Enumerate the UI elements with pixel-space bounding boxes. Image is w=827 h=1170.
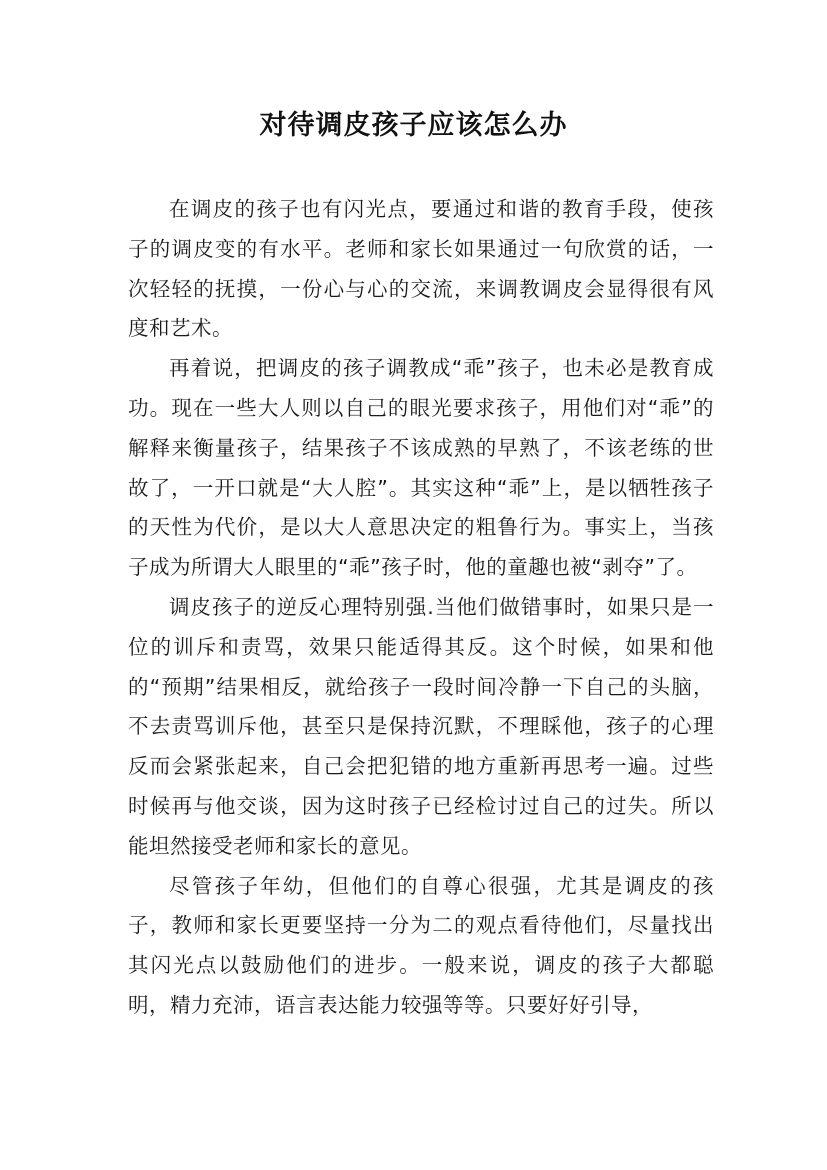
document-body bbox=[128, 190, 714, 1026]
paragraph-1: 在调皮的孩子也有闪光点，要通过和谐的教育手段，使孩子的调皮变的有水平。老师和家长如果通过一句欣赏的话，一次轻轻的抚摸，一份心与心的交流，来调教调皮会显得很有风度和艺术。 bbox=[128, 197, 714, 341]
document-title: 对待调皮孩子应该怎么办 bbox=[259, 110, 568, 141]
paragraph-2: 再着说，把调皮的孩子调教成“乖”孩子，也未必是教育成功。现在一些大人则以自己的眼光要求孩子，用他们对“乖”的解释来衡量孩子，结果孩子不该成熟的早熟了，不该老练的世故了，一开口就是“大人腔”。其实这种“乖”上，是以牺牲孩子的天性为代价，是以大人意思决定的粗鲁行为。事实上，当孩子成为所谓大人眼里的“乖”孩子时，他的童趣也被“剥夺”了。 bbox=[128, 356, 714, 580]
paragraph-4: 尽管孩子年幼，但他们的自尊心很强，尤其是调皮的孩子，教师和家长更要坚持一分为二的观点看待他们，尽量找出其闪光点以鼓励他们的进步。一般来说，调皮的孩子大都聪明，精力充沛，语言表达能力较强等等。只要好好引导， bbox=[128, 873, 714, 1017]
paragraph-3: 调皮孩子的逆反心理特别强.当他们做错事时，如果只是一位的训斥和责骂，效果只能适得其反。这个时候，如果和他的“预期”结果相反，就给孩子一段时间冷静一下自己的头脑，不去责骂训斥他，甚至只是保持沉默，不理睬他，孩子的心理反而会紧张起来，自己会把犯错的地方重新再思考一遍。过些时候再与他交谈，因为这时孩子已经检讨过自己的过失。所以能坦然接受老师和家长的意见。 bbox=[128, 594, 714, 858]
